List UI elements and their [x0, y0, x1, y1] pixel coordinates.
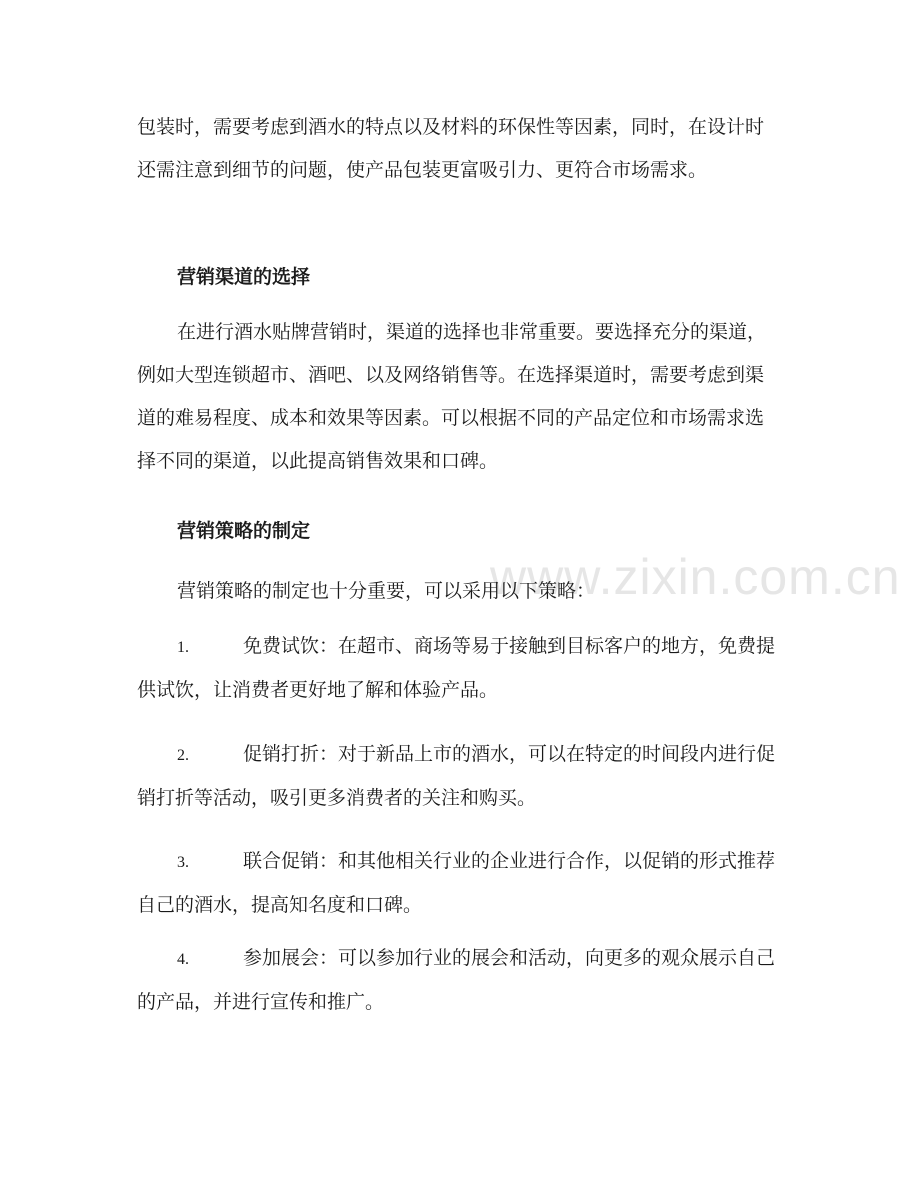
list-text: 免费试饮：在超市、商场等易于接触到目标客户的地方，免费提供试饮，让消费者更好地了解和体验产品。: [137, 635, 776, 701]
section-body-channels: 在进行酒水贴牌营销时，渠道的选择也非常重要。要选择充分的渠道，例如大型连锁超市、酒吧、以及网络销售等。在选择渠道时，需要考虑到渠道的难易程度、成本和效果等因素。可以根据不同的产品定位和市场需求选择不同的渠道，以此提高销售效果和口碑。: [137, 321, 767, 472]
list-text: 参加展会：可以参加行业的展会和活动，向更多的观众展示自己的产品，并进行宣传和推广。: [137, 947, 776, 1013]
list-item: [137, 733, 777, 820]
list-item: [137, 840, 777, 927]
list-number: 2.: [177, 747, 189, 764]
list-item: [137, 625, 777, 712]
list-text: 促销打折：对于新品上市的酒水，可以在特定的时间段内进行促销打折等活动，吸引更多消费者的关注和购买。: [137, 743, 776, 809]
list-item: [137, 937, 777, 1024]
intro-paragraph: 包装时，需要考虑到酒水的特点以及材料的环保性等因素，同时，在设计时还需注意到细节的问题，使产品包装更富吸引力、更符合市场需求。: [137, 116, 765, 181]
section-intro-strategy: 营销策略的制定也十分重要，可以采用以下策略：: [177, 580, 596, 602]
list-number: 3.: [177, 854, 189, 871]
watermark: www.zixin.com.cn: [490, 549, 901, 605]
section-heading-channels: 营销渠道的选择: [177, 266, 311, 288]
list-number: 4.: [177, 951, 189, 968]
list-text: 联合促销：和其他相关行业的企业进行合作，以促销的形式推荐自己的酒水，提高知名度和口碑。: [137, 850, 776, 916]
list-number: 1.: [177, 639, 189, 656]
section-heading-strategy: 营销策略的制定: [177, 520, 311, 542]
